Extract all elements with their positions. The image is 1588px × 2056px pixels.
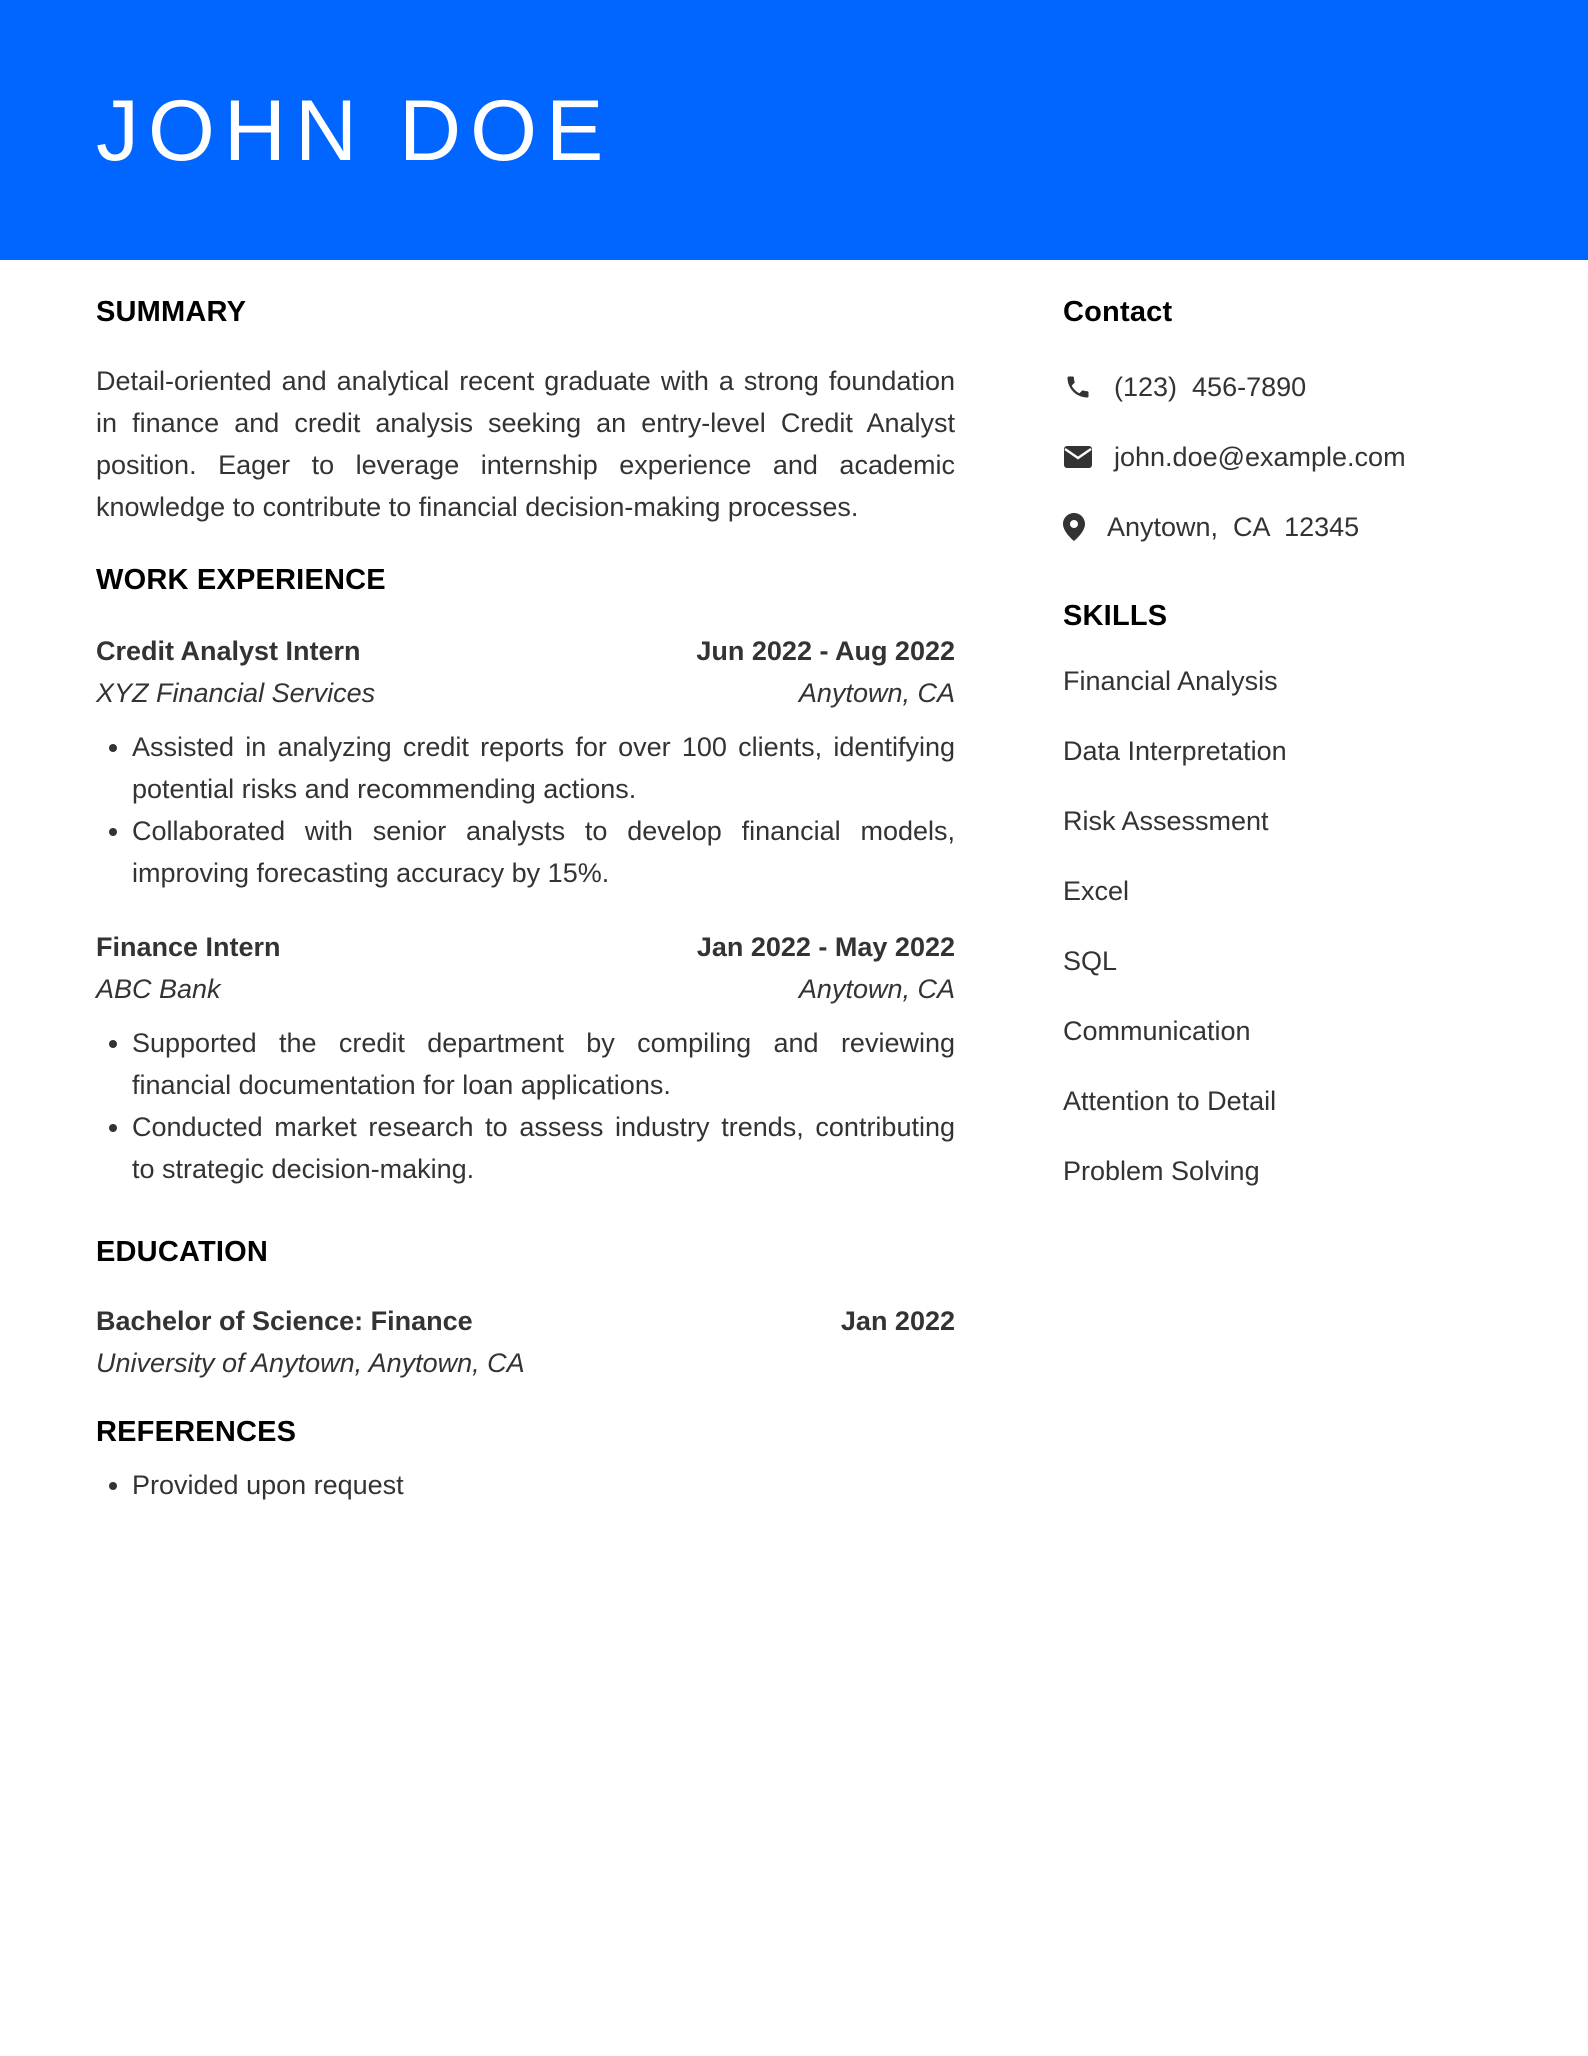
- job-bullet: • Assisted in analyzing credit reports for over 100 clients, identifying potential risks and recommending actions.: [132, 726, 955, 810]
- header-banner: [0, 0, 1588, 260]
- job-company: ABC Bank: [96, 974, 221, 1004]
- location-text: Anytown, CA 12345: [1107, 511, 1360, 542]
- contact-email: [1063, 436, 1503, 478]
- summary-section: [96, 292, 955, 528]
- graduation-date: Jan 2022: [840, 1306, 955, 1336]
- school: University of Anytown, Anytown, CA: [96, 1348, 525, 1378]
- job-title-row: [96, 926, 955, 968]
- job-title: Finance Intern: [96, 932, 281, 962]
- job-location: Anytown, CA: [798, 678, 955, 708]
- skills-section: [1063, 596, 1503, 1192]
- job-bullets: [96, 1022, 955, 1190]
- job-entry: [96, 630, 955, 894]
- summary-text: Detail-oriented and analytical recent graduate with a strong foundation in finance and credit analysis seeking an entry-level Credit Analyst position. Eager to leverage internship experience and academic knowledge to contribute to financial decision-making processes.: [96, 366, 955, 522]
- education-section: [96, 1232, 955, 1384]
- skill-item: Excel: [1063, 876, 1130, 906]
- job-bullet: • Supported the credit department by compiling and reviewing financial documentation for loan applications.: [132, 1022, 955, 1106]
- skill-item: Risk Assessment: [1063, 806, 1269, 836]
- references-section: [96, 1412, 955, 1506]
- degree: Bachelor of Science: Finance: [96, 1306, 473, 1336]
- references-heading: REFERENCES: [96, 1416, 297, 1448]
- job-dates: Jan 2022 - May 2022: [696, 932, 955, 962]
- contact-phone: [1063, 366, 1503, 408]
- work-experience-section: [96, 560, 955, 1190]
- degree-row: [96, 1300, 955, 1342]
- job-title: Credit Analyst Intern: [96, 636, 361, 666]
- contact-list: [1063, 366, 1503, 548]
- summary-heading: SUMMARY: [96, 296, 247, 328]
- education-entry: [96, 1300, 955, 1384]
- education-heading: EDUCATION: [96, 1236, 269, 1268]
- job-title-row: [96, 630, 955, 672]
- contact-location: [1063, 506, 1503, 548]
- map-pin-icon: [1063, 512, 1093, 542]
- skills-list: [1063, 660, 1503, 1192]
- skills-heading: SKILLS: [1063, 600, 1168, 632]
- sidebar-column: [1063, 292, 1503, 1220]
- school-row: [96, 1342, 955, 1384]
- job-entry: [96, 926, 955, 1190]
- references-list: [96, 1464, 955, 1506]
- work-experience-heading: WORK EXPERIENCE: [96, 564, 386, 596]
- job-dates: Jun 2022 - Aug 2022: [696, 636, 955, 666]
- skill-item: Communication: [1063, 1016, 1251, 1046]
- job-bullets: [96, 726, 955, 894]
- skill-item: SQL: [1063, 946, 1118, 976]
- skill-item: Data Interpretation: [1063, 736, 1287, 766]
- job-location: Anytown, CA: [798, 974, 955, 1004]
- phone-number: (123) 456-7890: [1114, 371, 1307, 402]
- phone-icon: [1063, 372, 1093, 402]
- contact-heading: Contact: [1063, 296, 1173, 328]
- reference-item: • Provided upon request: [132, 1464, 955, 1506]
- skill-item: Attention to Detail: [1063, 1086, 1277, 1116]
- job-company: XYZ Financial Services: [96, 678, 376, 708]
- candidate-name: JOHN DOE: [96, 83, 613, 179]
- skill-item: Problem Solving: [1063, 1156, 1260, 1186]
- skill-item: Financial Analysis: [1063, 666, 1278, 696]
- main-column: [96, 292, 955, 1506]
- job-bullet: • Collaborated with senior analysts to develop financial models, improving forecasting accuracy by 15%.: [132, 810, 955, 894]
- job-company-row: [96, 672, 955, 714]
- envelope-icon: [1063, 442, 1093, 472]
- job-bullet: • Conducted market research to assess industry trends, contributing to strategic decision-making.: [132, 1106, 955, 1190]
- contact-section: [1063, 292, 1503, 548]
- job-company-row: [96, 968, 955, 1010]
- email-address: john.doe@example.com: [1114, 441, 1406, 472]
